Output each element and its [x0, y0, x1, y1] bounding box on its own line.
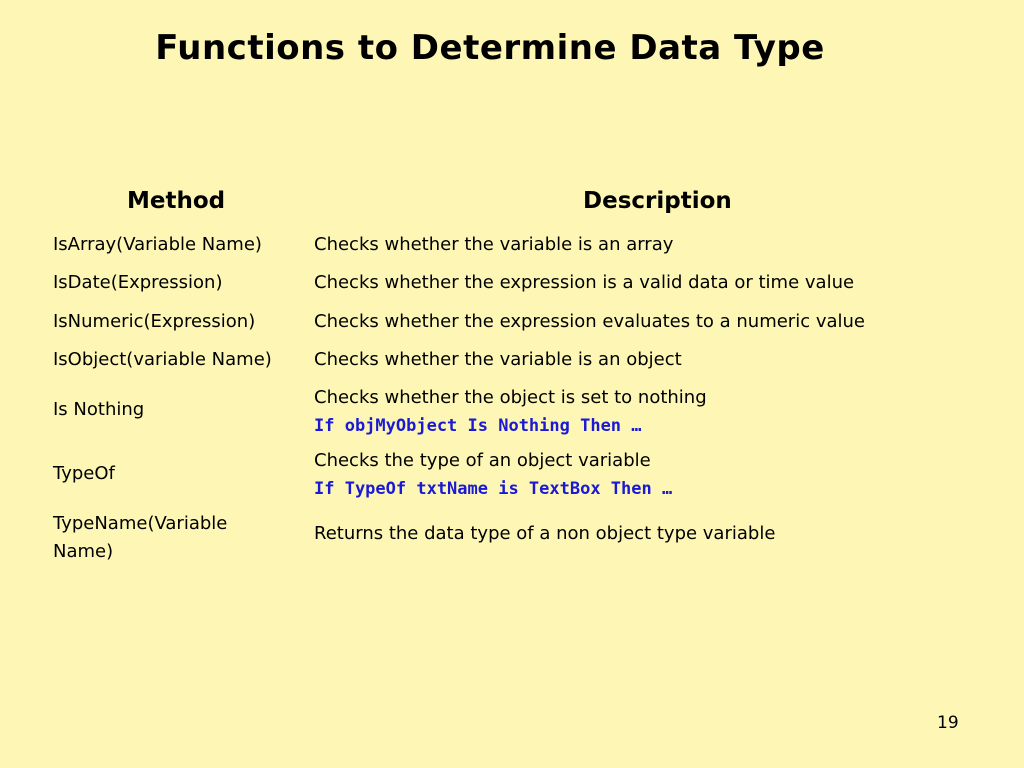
description-text: Checks the type of an object variable — [314, 450, 651, 471]
description-text: Checks whether the object is set to nothing — [314, 387, 707, 408]
description-cell — [314, 447, 1004, 503]
description-cell: Checks whether the expression is a valid data or time value — [314, 272, 855, 293]
slide-title: Functions to Determine Data Type — [155, 28, 825, 68]
description-cell: Checks whether the expression evaluates to a numeric value — [314, 311, 865, 332]
column-header-description: Description — [583, 188, 732, 214]
method-cell: TypeName(Variable Name) — [53, 513, 228, 562]
code-example: If objMyObject Is Nothing Then … — [314, 416, 642, 436]
column-header-method: Method — [127, 188, 226, 214]
method-cell: TypeOf — [53, 463, 115, 484]
description-cell: Returns the data type of a non object type variable — [314, 523, 776, 544]
description-cell: Checks whether the variable is an object — [314, 349, 682, 370]
description-cell — [314, 384, 1004, 440]
method-cell: IsArray(Variable Name) — [53, 234, 262, 255]
method-cell: IsDate(Expression) — [53, 272, 223, 293]
method-cell: IsNumeric(Expression) — [53, 311, 256, 332]
description-cell: Checks whether the variable is an array — [314, 234, 674, 255]
code-example: If TypeOf txtName is TextBox Then … — [314, 479, 673, 499]
method-cell: IsObject(variable Name) — [53, 349, 272, 370]
page-number: 19 — [937, 713, 959, 733]
method-cell: Is Nothing — [53, 399, 145, 420]
